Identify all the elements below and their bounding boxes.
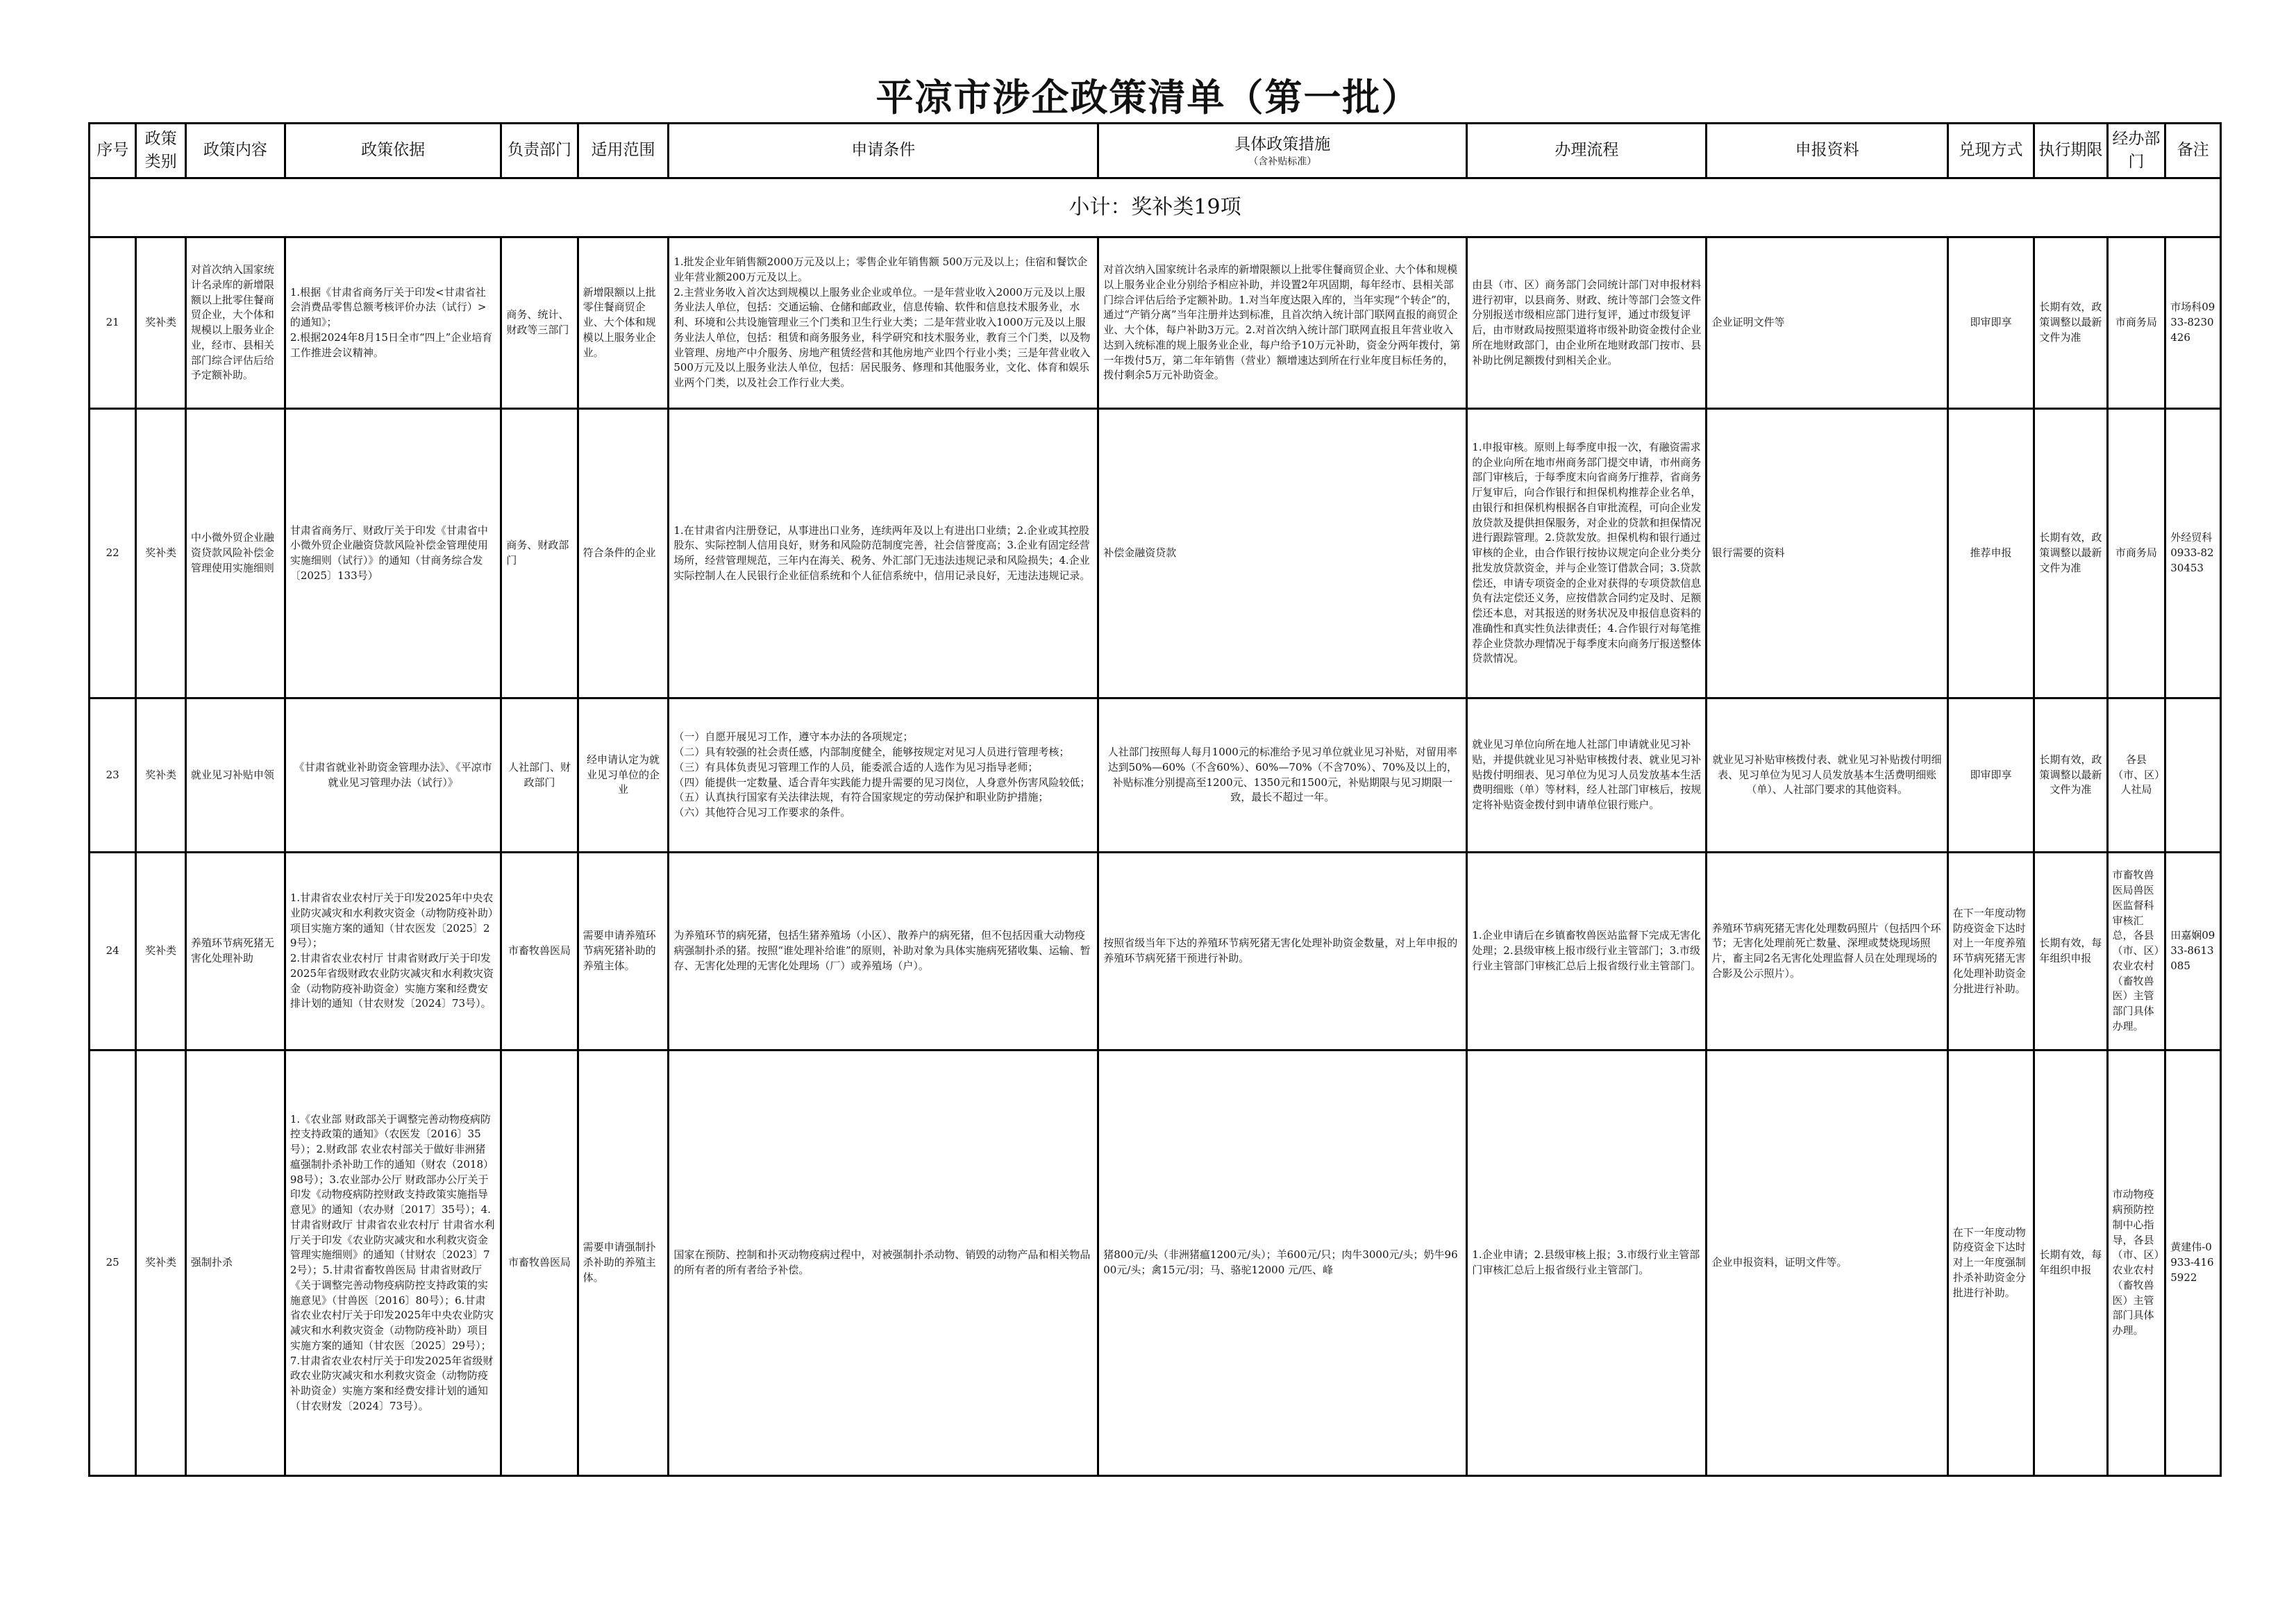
cell-handler: 市商务局 (2107, 237, 2165, 409)
cell-period: 长期有效，政策调整以最新文件为准 (2034, 409, 2107, 698)
cell-basis: 1.根据《甘肃省商务厅关于印发<甘肃省社会消费品零售总额考核评价办法（试行）>的通知》； 2.根据2024年8月15日全市“四上”企业培育工作推进会议精神。 (285, 237, 501, 409)
table-row (90, 853, 2221, 1050)
cell-remark: 外经贸科0933-8230453 (2165, 409, 2221, 698)
cell-materials: 就业见习补贴审核拨付表、就业见习补贴拨付明细表、见习单位为见习人员发放基本生活费明细账（单）、人社部门要求的其他资料。 (1707, 698, 1947, 853)
header-scope: 适用范围 (578, 124, 669, 178)
header-basis: 政策依据 (285, 124, 501, 178)
header-period: 执行期限 (2034, 124, 2107, 178)
cell-materials: 企业申报资料，证明文件等。 (1707, 1050, 1947, 1476)
table-row (90, 698, 2221, 853)
cell-content: 对首次纳入国家统计名录库的新增限额以上批零住餐商贸企业，大个体和规模以上服务业企业，经市、县相关部门综合评估后给予定额补助。 (185, 237, 285, 409)
cell-basis: 1.《农业部 财政部关于调整完善动物疫病防控支持政策的通知》（农医发〔2016〕35号）；2.财政部 农业农村部关于做好非洲猪瘟强制扑杀补助工作的通知（财农（2018）98号）；3.农业部办公厅 财政部办公厅关于印发《动物疫病防控财政支持政策实施指导意见》的通知（农办财〔2017〕35号）；4.甘肃省财政厅 甘肃省农业农村厅 甘肃省水利厅关于印发《农业防灾减灾和水利救灾资金管理实施细则》的通知（甘财农〔2023〕72号）；5.甘肃省畜牧兽医局 甘肃省财政厅《关于调整完善动物疫病防控支持政策的实施意见》（甘兽医〔2016〕80号）；6.甘肃省农业农村厅关于印发2025年中央农业防灾减灾和水利救灾资金（动物防疫补助）项目实施方案的通知（甘农医〔2025〕29号）； 7.甘肃省农业农村厅关于印发2025年省级财政农业防灾减灾和水利救灾资金（动物防疫补助资金）实施方案和经费安排计划的通知（甘农财发〔2024〕73号）。 (285, 1050, 501, 1476)
cell-handler: 市商务局 (2107, 409, 2165, 698)
header-conditions: 申请条件 (669, 124, 1098, 178)
cell-remark: 黄建伟-0933-4165922 (2165, 1050, 2221, 1476)
cell-no: 23 (90, 698, 136, 853)
header-measures-title: 具体政策措施 (1234, 135, 1331, 153)
header-row (90, 124, 2221, 178)
cell-measures: 补偿金融资贷款 (1098, 409, 1467, 698)
cell-dept: 商务、统计、财政等三部门 (501, 237, 578, 409)
cell-remark: 市场科0933-8230426 (2165, 237, 2221, 409)
cell-category: 奖补类 (136, 853, 185, 1050)
header-measures-sub: （含补贴标准） (1248, 156, 1317, 168)
cell-period: 长期有效，每年组织申报 (2034, 1050, 2107, 1476)
cell-scope: 经申请认定为就业见习单位的企业 (578, 698, 669, 853)
cell-category: 奖补类 (136, 698, 185, 853)
table-row (90, 237, 2221, 409)
header-measures (1098, 124, 1467, 178)
cell-method: 在下一年度动物防疫资金下达时对上一年度养殖环节病死猪无害化处理补助资金分批进行补助。 (1947, 853, 2034, 1050)
table-row (90, 1050, 2221, 1476)
page-title: 平凉市涉企政策清单（第一批） (875, 75, 1421, 119)
cell-remark: 田嘉娴0933-8613085 (2165, 853, 2221, 1050)
cell-conditions: 国家在预防、控制和扑灭动物疫病过程中，对被强制扑杀动物、销毁的动物产品和相关物品的所有者的所有者给予补偿。 (669, 1050, 1098, 1476)
cell-no: 25 (90, 1050, 136, 1476)
cell-scope: 符合条件的企业 (578, 409, 669, 698)
header-dept: 负责部门 (501, 124, 578, 178)
cell-materials: 养殖环节病死猪无害化处理数码照片（包括四个环节；无害化处理前死亡数量、深埋或焚烧现场照片，畜主同2名无害化处理监督人员在处理现场的合影及公示照片）。 (1707, 853, 1947, 1050)
cell-materials: 企业证明文件等 (1707, 237, 1947, 409)
cell-dept: 商务、财政部门 (501, 409, 578, 698)
cell-method: 即审即享 (1947, 237, 2034, 409)
cell-process: 1.申报审核。原则上每季度申报一次，有融资需求的企业向所在地市州商务部门提交申请，市州商务部门审核后，于每季度末向省商务厅推荐，省商务厅复审后，向合作银行和担保机构推荐企业名单，由银行和担保机构根据各自审批流程，可向企业发放贷款及提供担保服务，对企业的贷款和担保情况进行跟踪管理。2.贷款发放。担保机构和银行通过审核的企业，由合作银行按协议规定向企业分类分批发放贷款资金，并与企业签订借款合同；3.贷款偿还，申请专项资金的企业对获得的专项贷款信息负有法定偿还义务，应按借款合同约定及时、足额偿还本息，对其报送的财务状况及申报信息资料的准确性和真实性负法律责任；4.合作银行对每笔推荐企业贷款办理情况于每季度末向商务厅报送整体贷款情况。 (1467, 409, 1707, 698)
cell-content: 养殖环节病死猪无害化处理补助 (185, 853, 285, 1050)
header-category: 政策类别 (136, 124, 185, 178)
cell-period: 长期有效，每年组织申报 (2034, 853, 2107, 1050)
cell-no: 24 (90, 853, 136, 1050)
cell-dept: 人社部门、财政部门 (501, 698, 578, 853)
cell-dept: 市畜牧兽医局 (501, 1050, 578, 1476)
cell-measures: 猪800元/头（非洲猪瘟1200元/头）；羊600元/只；肉牛3000元/头；奶牛9600元/头；禽15元/羽；马、骆驼12000 元/匹、峰 (1098, 1050, 1467, 1476)
cell-basis: 甘肃省商务厅、财政厅关于印发《甘肃省中小微外贸企业融资贷款风险补偿金管理使用实施细则（试行）》的通知（甘商务综合发〔2025〕133号） (285, 409, 501, 698)
cell-materials: 银行需要的资料 (1707, 409, 1947, 698)
cell-content: 中小微外贸企业融资贷款风险补偿金管理使用实施细则 (185, 409, 285, 698)
cell-content: 强制扑杀 (185, 1050, 285, 1476)
header-no: 序号 (90, 124, 136, 178)
cell-measures: 对首次纳入国家统计名录库的新增限额以上批零住餐商贸企业、大个体和规模以上服务业企业分别给予相应补助，并设置2年巩固期，每年经市、县相关部门综合评估后给予定额补助。1.对当年度达限入库的，当年实现“个转企”的，通过“产销分离”当年注册并达到标准，且首次纳入统计部门联网直报的商贸企业、大个体，每户补助3万元。2.对首次纳入统计部门联网直报且年营业收入达到入统标准的规上服务业企业，每户给予10万元补助，资金分两年拨付，第一年拨付5万，第二年年销售（营业）额增速达到所在行业年度目标任务的，拨付剩余5万元补助资金。 (1098, 237, 1467, 409)
cell-handler: 市畜牧兽医局兽医医监督科审核汇总，各县（市、区）农业农村（畜牧兽医）主管部门具体办理。 (2107, 853, 2165, 1050)
cell-process: 1.企业申请后在乡镇畜牧兽医站监督下完成无害化处理；2.县级审核上报市级行业主管部门；3.市级行业主管部门审核汇总后上报省级行业主管部门。 (1467, 853, 1707, 1050)
cell-scope: 需要申请养殖环节病死猪补助的养殖主体。 (578, 853, 669, 1050)
cell-no: 21 (90, 237, 136, 409)
cell-conditions: 1.在甘肃省内注册登记，从事进出口业务，连续两年及以上有进出口业绩；2.企业或其控股股东、实际控制人信用良好，财务和风险防范制度完善，社会信誉度高；3.企业有固定经营场所，经营管理规范，三年内在海关、税务、外汇部门无违法违规记录和风险损失；4.企业实际控制人在人民银行企业征信系统和个人征信系统中，信用记录良好，无违法违规记录。 (669, 409, 1098, 698)
header-remark: 备注 (2165, 124, 2221, 178)
header-handler: 经办部门 (2107, 124, 2165, 178)
cell-conditions: 1.批发企业年销售额2000万元及以上；零售企业年销售额 500万元及以上；住宿和餐饮企业年营业额200万元及以上。 2.主营业务收入首次达到规模以上服务业企业或单位。一是年营业收入2000万元及以上服务业法人单位，包括：交通运输、仓储和邮政业，信息传输、软件和信息技术服务业，水利、环境和公共设施管理业三个门类和卫生行业大类；二是年营业收入1000万元及以上服务业法人单位，包括：租赁和商务服务业，科学研究和技术服务业，教育三个门类，以及物业管理、房地产中介服务、房地产租赁经营和其他房地产业四个行业小类；三是年营业收入500万元及以上服务业法人单位，包括：居民服务、修理和其他服务业，文化、体育和娱乐业两个门类，以及社会工作行业大类。 (669, 237, 1098, 409)
header-process: 办理流程 (1467, 124, 1707, 178)
cell-conditions: 为养殖环节的病死猪，包括生猪养殖场（小区）、散养户的病死猪，但不包括因重大动物疫病强制扑杀的猪。按照“谁处理补给谁”的原则，补助对象为具体实施病死猪收集、运输、暂存、无害化处理的无害化处理场（厂）或养殖场（户）。 (669, 853, 1098, 1050)
cell-process: 1.企业申请；2.县级审核上报；3.市级行业主管部门审核汇总后上报省级行业主管部门。 (1467, 1050, 1707, 1476)
subtotal-row (90, 178, 2221, 237)
cell-handler: 市动物疫病预防控制中心指导，各县（市、区）农业农村（畜牧兽医）主管部门具体办理。 (2107, 1050, 2165, 1476)
cell-conditions: （一）自愿开展见习工作，遵守本办法的各项规定； （二）具有较强的社会责任感，内部制度健全，能够按规定对见习人员进行管理考核； （三）有具体负责见习管理工作的人员，能委派合适的人选作为见习指导老师； （四）能提供一定数量、适合青年实践能力提升需要的见习岗位，人身意外伤害风险较低； （五）认真执行国家有关法律法规，有符合国家规定的劳动保护和职业防护措施； （六）其他符合见习工作要求的条件。 (669, 698, 1098, 853)
cell-remark (2165, 698, 2221, 853)
cell-period: 长期有效，政策调整以最新文件为准 (2034, 698, 2107, 853)
cell-process: 由县（市、区）商务部门会同统计部门对申报材料进行初审，以县商务、财政、统计等部门会签文件分别报送市级相应部门进行复评，通过市级复评后，由市财政局按照渠道将市级补助资金拨付企业所在地财政部门，由企业所在地财政部门按市、县补助比例足额拨付到相关企业。 (1467, 237, 1707, 409)
cell-no: 22 (90, 409, 136, 698)
cell-measures: 人社部门按照每人每月1000元的标准给予见习单位就业见习补贴，对留用率达到50%—60%（不含60%）、60%—70%（不含70%）、70%及以上的，补贴标准分别提高至1200元、1350元和1500元，补贴期限与见习期限一致，最长不超过一年。 (1098, 698, 1467, 853)
header-method: 兑现方式 (1947, 124, 2034, 178)
cell-basis: 1.甘肃省农业农村厅关于印发2025年中央农业防灾减灾和水利救灾资金（动物防疫补助）项目实施方案的通知（甘农医发〔2025〕29号）； 2.甘肃省农业农村厅 甘肃省财政厅关于印发2025年省级财政农业防灾减灾和水利救灾资金（动物防疫补助资金）实施方案和经费安排计划的通知（甘农财发〔2024〕73号）。 (285, 853, 501, 1050)
table-row (90, 409, 2221, 698)
cell-process: 就业见习单位向所在地人社部门申请就业见习补贴，并提供就业见习补贴审核拨付表、就业见习补贴拨付明细表、见习单位为见习人员发放基本生活费明细账（单）等材料，经人社部门审核后，按规定将补贴资金拨付到申请单位银行账户。 (1467, 698, 1707, 853)
cell-handler: 各县（市、区）人社局 (2107, 698, 2165, 853)
cell-measures: 按照省级当年下达的养殖环节病死猪无害化处理补助资金数量，对上年申报的养殖环节病死猪干预进行补助。 (1098, 853, 1467, 1050)
cell-scope: 新增限额以上批零住餐商贸企业、大个体和规模以上服务业企业。 (578, 237, 669, 409)
cell-basis: 《甘肃省就业补助资金管理办法》、《平凉市就业见习管理办法（试行）》 (285, 698, 501, 853)
header-materials: 申报资料 (1707, 124, 1947, 178)
subtotal-label: 小计：奖补类19项 (90, 178, 2221, 237)
cell-period: 长期有效，政策调整以最新文件为准 (2034, 237, 2107, 409)
cell-category: 奖补类 (136, 1050, 185, 1476)
cell-category: 奖补类 (136, 409, 185, 698)
policy-table (88, 122, 2222, 1477)
cell-method: 推荐申报 (1947, 409, 2034, 698)
cell-dept: 市畜牧兽医局 (501, 853, 578, 1050)
cell-method: 在下一年度动物防疫资金下达时对上一年度强制扑杀补助资金分批进行补助。 (1947, 1050, 2034, 1476)
cell-scope: 需要申请强制扑杀补助的养殖主体。 (578, 1050, 669, 1476)
header-content: 政策内容 (185, 124, 285, 178)
cell-category: 奖补类 (136, 237, 185, 409)
cell-method: 即审即享 (1947, 698, 2034, 853)
cell-content: 就业见习补贴申领 (185, 698, 285, 853)
